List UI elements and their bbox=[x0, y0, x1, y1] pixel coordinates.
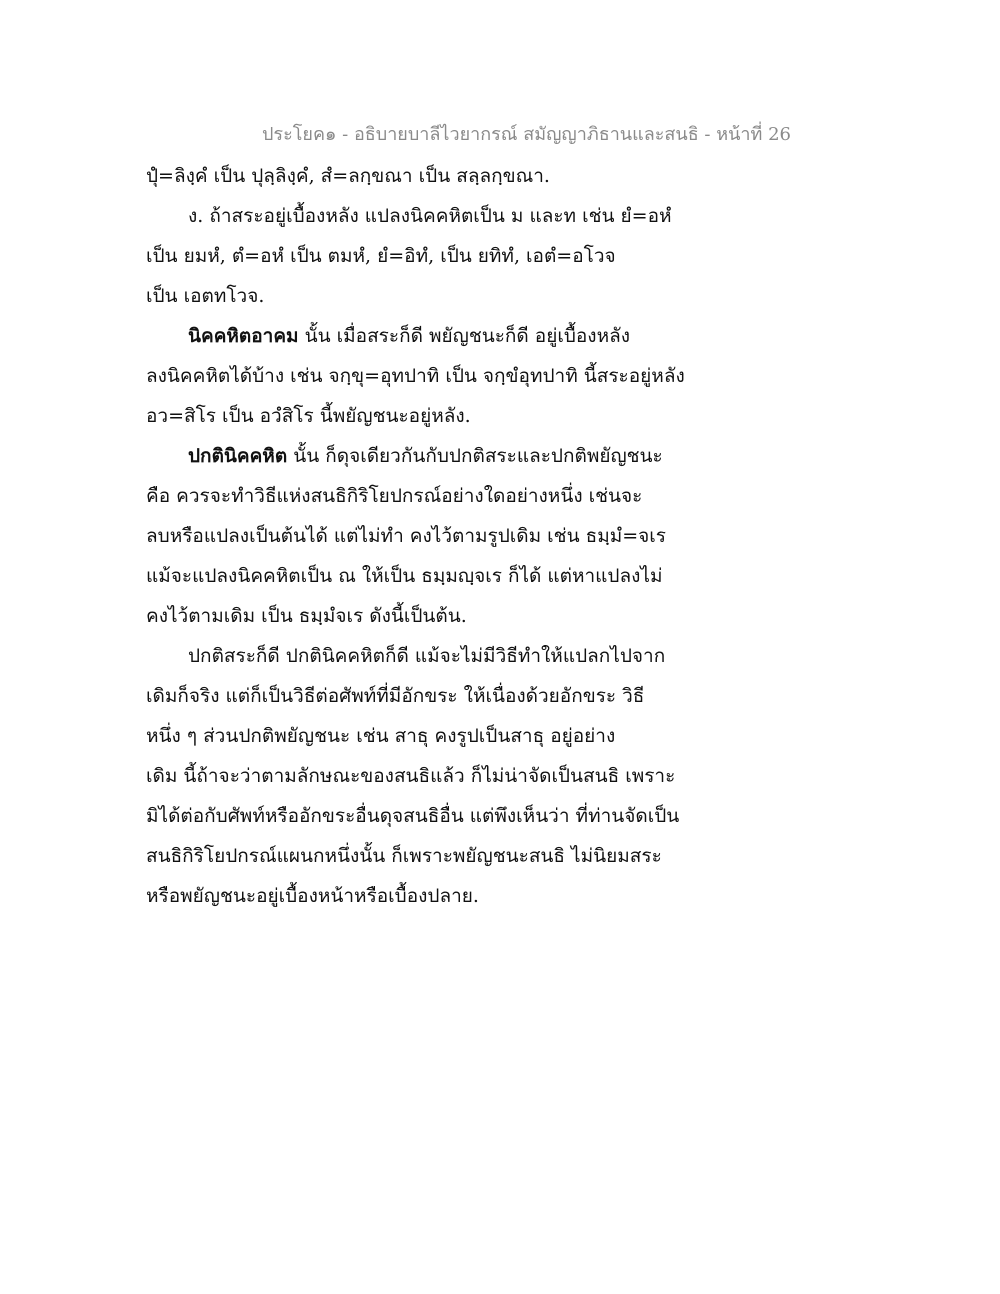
text-line: คงไว้ตามเดิม เป็น ธมฺมํจเร ดังนี้เป็นต้น. bbox=[146, 605, 467, 627]
text-line: ง. ถ้าสระอยู่เบื้องหลัง แปลงนิคคหิตเป็น ม และท เช่น ยํ=อหํ bbox=[188, 205, 672, 227]
term-pakati-niggahita: ปกตินิคคหิต bbox=[188, 445, 288, 467]
text-line: อว=สิโร เป็น อวํสิโร นี้พยัญชนะอยู่หลัง. bbox=[146, 405, 471, 427]
text-run: นั้น ก็ดุจเดียวกันกับปกติสระและปกติพยัญชนะ bbox=[287, 445, 663, 467]
paragraph-pakati-niggahita bbox=[146, 436, 866, 476]
paragraph-niggahita-agama bbox=[146, 316, 866, 356]
text-line: เดิมก็จริง แต่ก็เป็นวิธีต่อศัพท์ที่มีอักขระ ให้เนื่องด้วยอักขระ วิธี bbox=[146, 685, 645, 707]
text-line: แม้จะแปลงนิคคหิตเป็น ณ ให้เป็น ธมฺมญฺจเร ก็ได้ แต่หาแปลงไม่ bbox=[146, 565, 663, 587]
text-line: หนึ่ง ๆ ส่วนปกติพยัญชนะ เช่น สาธุ คงรูปเป็นสาธุ อยู่อย่าง bbox=[146, 725, 616, 747]
text-line: มิได้ต่อกับศัพท์หรืออักขระอื่นดุจสนธิอื่น แต่พึงเห็นว่า ที่ท่านจัดเป็น bbox=[146, 805, 680, 827]
text-line: ลบหรือแปลงเป็นต้นได้ แต่ไม่ทำ คงไว้ตามรูปเดิม เช่น ธมฺมํ=จเร bbox=[146, 525, 666, 547]
text-line: ปุํ=ลิงฺคํ เป็น ปุลฺลิงฺคํ, สํ=ลกฺขณา เป็น สลฺลกฺขณา. bbox=[146, 165, 550, 187]
text-line: ปกติสระก็ดี ปกตินิคคหิตก็ดี แม้จะไม่มีวิธีทำให้แปลกไปจาก bbox=[188, 645, 666, 667]
text-line: เดิม นี้ถ้าจะว่าตามลักษณะของสนธิแล้ว ก็ไม่น่าจัดเป็นสนธิ เพราะ bbox=[146, 765, 676, 787]
text-line: เป็น เอตทโวจ. bbox=[146, 285, 265, 307]
running-header: ประโยค๑ - อธิบายบาลีไวยากรณ์ สมัญญาภิธานและสนธิ - หน้าที่ 26 bbox=[262, 124, 791, 145]
text-line: สนธิกิริโยปกรณ์แผนกหนึ่งนั้น ก็เพราะพยัญชนะสนธิ ไม่นิยมสระ bbox=[146, 845, 662, 867]
text-run: นั้น เมื่อสระก็ดี พยัญชนะก็ดี อยู่เบื้องหลัง bbox=[298, 325, 631, 347]
text-line: หรือพยัญชนะอยู่เบื้องหน้าหรือเบื้องปลาย. bbox=[146, 885, 479, 907]
body-text bbox=[146, 156, 866, 916]
text-line: ลงนิคคหิตได้บ้าง เช่น จกฺขุ=อุทปาทิ เป็น จกฺขํอุทปาทิ นี้สระอยู่หลัง bbox=[146, 365, 685, 387]
term-niggahita-agama: นิคคหิตอาคม bbox=[188, 325, 299, 347]
text-line: เป็น ยมหํ, ตํ=อหํ เป็น ตมหํ, ยํ=อิทํ, เป็น ยทิทํ, เอตํ=อโวจ bbox=[146, 245, 616, 267]
text-line: คือ ควรจะทำวิธีแห่งสนธิกิริโยปกรณ์อย่างใดอย่างหนึ่ง เช่นจะ bbox=[146, 485, 643, 507]
